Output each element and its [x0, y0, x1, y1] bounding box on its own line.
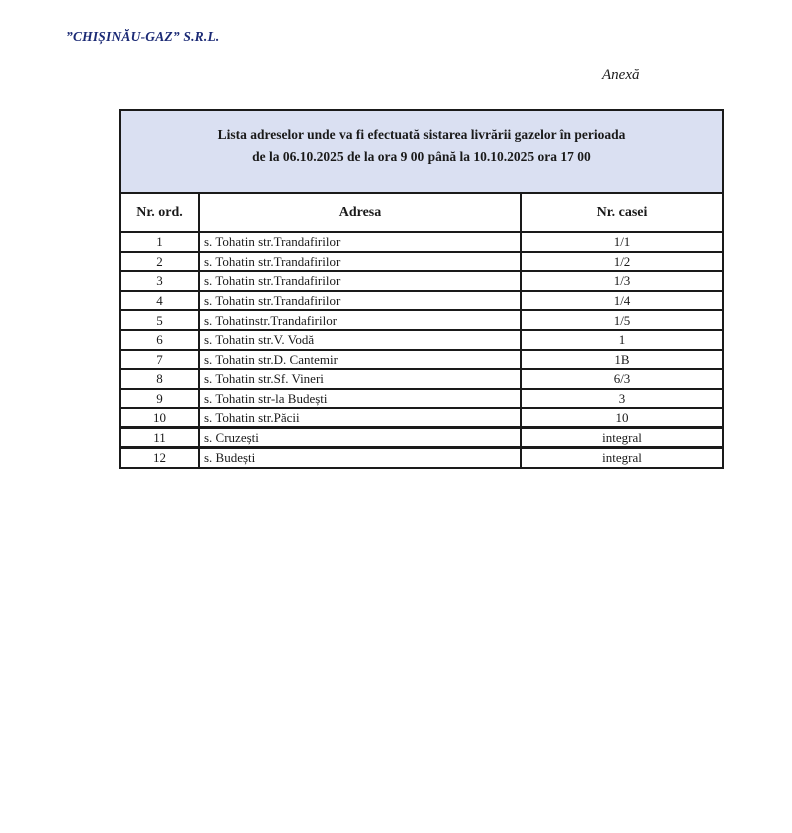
table-row	[120, 448, 723, 468]
table-row	[120, 369, 723, 389]
row-house-number: 1/1	[521, 232, 723, 252]
row-number: 11	[120, 428, 199, 448]
row-address: s. Tohatin str.Trandafirilor	[199, 291, 521, 311]
row-address: s. Tohatin str.V. Vodă	[199, 330, 521, 350]
row-address: s. Tohatin str.Sf. Vineri	[199, 369, 521, 389]
row-number: 3	[120, 271, 199, 291]
annex-label: Anexă	[602, 67, 640, 83]
row-address: s. Tohatin str.Trandafirilor	[199, 232, 521, 252]
table-row	[120, 252, 723, 272]
column-header-nr-casei: Nr. casei	[521, 193, 723, 232]
table-row	[120, 428, 723, 448]
row-address: s. Cruzești	[199, 428, 521, 448]
row-address: s. Tohatin str-la Budești	[199, 389, 521, 409]
row-address: s. Tohatin str.Trandafirilor	[199, 252, 521, 272]
row-number: 1	[120, 232, 199, 252]
row-address: s. Tohatin str.D. Cantemir	[199, 350, 521, 370]
row-house-number: 1/5	[521, 310, 723, 330]
row-number: 8	[120, 369, 199, 389]
table-row	[120, 291, 723, 311]
table-title-banner	[120, 110, 723, 193]
table-row	[120, 350, 723, 370]
row-number: 6	[120, 330, 199, 350]
table-row	[120, 271, 723, 291]
table-row	[120, 310, 723, 330]
table-title-row	[120, 110, 723, 193]
column-header-row	[120, 193, 723, 232]
row-house-number: 1/2	[521, 252, 723, 272]
row-house-number: integral	[521, 448, 723, 468]
column-header-nr-ord: Nr. ord.	[120, 193, 199, 232]
row-number: 5	[120, 310, 199, 330]
row-number: 10	[120, 408, 199, 428]
table-row	[120, 330, 723, 350]
row-address: s. Tohatin str.Trandafirilor	[199, 271, 521, 291]
table-row	[120, 389, 723, 409]
table-title-line1: Lista adreselor unde va fi efectuată sistarea livrării gazelor în perioada	[217, 127, 626, 142]
row-house-number: integral	[521, 428, 723, 448]
outage-address-table	[119, 109, 724, 469]
row-house-number: 1/3	[521, 271, 723, 291]
company-name: ”CHIȘINĂU-GAZ” S.R.L.	[66, 29, 220, 44]
row-address: s. Tohatin str.Păcii	[199, 408, 521, 428]
row-number: 12	[120, 448, 199, 468]
table-title-line2: de la 06.10.2025 de la ora 9 00 până la 10.10.2025 ora 17 00	[252, 149, 591, 164]
row-number: 4	[120, 291, 199, 311]
row-number: 7	[120, 350, 199, 370]
row-house-number: 1/4	[521, 291, 723, 311]
row-house-number: 1	[521, 330, 723, 350]
table-row	[120, 232, 723, 252]
row-address: s. Tohatinstr.Trandafirilor	[199, 310, 521, 330]
row-house-number: 10	[521, 408, 723, 428]
row-house-number: 6/3	[521, 369, 723, 389]
row-number: 2	[120, 252, 199, 272]
column-header-adresa: Adresa	[199, 193, 521, 232]
row-house-number: 1B	[521, 350, 723, 370]
row-number: 9	[120, 389, 199, 409]
table-row	[120, 408, 723, 428]
row-address: s. Budești	[199, 448, 521, 468]
row-house-number: 3	[521, 389, 723, 409]
